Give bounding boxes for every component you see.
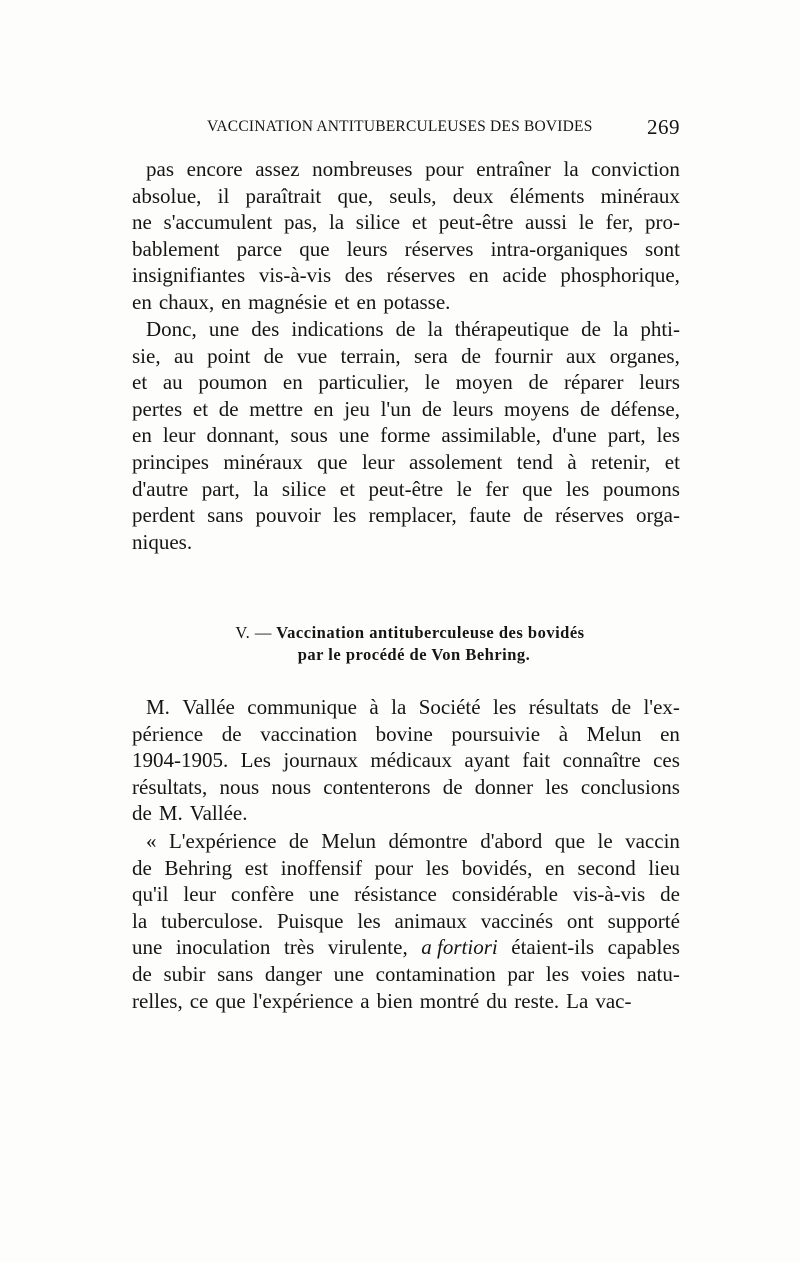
word: conclusions bbox=[580, 774, 680, 799]
word: médicaux bbox=[370, 748, 452, 773]
word: en bbox=[468, 263, 489, 288]
word: acide bbox=[502, 263, 547, 288]
word: 1904-1905. bbox=[132, 748, 229, 773]
text-line bbox=[132, 961, 680, 988]
word: pro- bbox=[645, 210, 680, 235]
text-line bbox=[132, 236, 680, 263]
word: et bbox=[192, 396, 209, 421]
word: qu'il bbox=[132, 882, 169, 907]
word: les bbox=[425, 855, 450, 880]
word: que bbox=[299, 236, 330, 261]
word: nous bbox=[271, 774, 312, 799]
word: magnésie bbox=[248, 289, 328, 314]
word: assimilable, bbox=[441, 423, 542, 448]
word: bovidés, bbox=[461, 855, 533, 880]
word: et bbox=[664, 449, 680, 474]
word: point bbox=[207, 343, 251, 368]
word: poumon bbox=[198, 370, 268, 395]
section-title-line-2: par le procédé de Von Behring. bbox=[297, 644, 531, 664]
word: assolement bbox=[409, 449, 503, 474]
word: fer, bbox=[605, 210, 634, 235]
word: s'accumulent bbox=[163, 210, 273, 235]
word: mettre bbox=[249, 396, 303, 421]
word: bablement bbox=[132, 236, 220, 261]
word: d'une bbox=[552, 423, 597, 448]
word: fer bbox=[485, 476, 509, 501]
text-line bbox=[132, 369, 680, 396]
text-line bbox=[132, 747, 680, 774]
word: Melun bbox=[586, 721, 642, 746]
word: virulente, bbox=[327, 935, 408, 960]
text-line bbox=[132, 828, 680, 855]
paragraph-vallee-communication bbox=[132, 694, 680, 827]
word: bien bbox=[376, 988, 413, 1013]
word: sont bbox=[644, 236, 680, 261]
word: vac- bbox=[595, 988, 632, 1013]
paragraph-vallee-conclusions bbox=[132, 828, 680, 1014]
word: vaccination bbox=[260, 721, 357, 746]
word: paraîtrait bbox=[245, 183, 322, 208]
text-line bbox=[132, 449, 680, 476]
word: à bbox=[369, 695, 379, 719]
word: par bbox=[507, 961, 535, 986]
word: Vallée. bbox=[189, 801, 248, 826]
word: en bbox=[132, 289, 152, 314]
word: la bbox=[427, 317, 443, 341]
word: l'ex- bbox=[643, 695, 680, 719]
word: Puisque bbox=[276, 908, 344, 933]
word: inoffensif bbox=[280, 855, 362, 880]
word: vaccinés bbox=[480, 908, 554, 933]
section-numeral: V. — bbox=[235, 623, 272, 642]
word: fait bbox=[522, 748, 551, 773]
word: donner bbox=[474, 774, 534, 799]
word: peut-être bbox=[438, 210, 514, 235]
word: sous bbox=[290, 423, 328, 448]
word: la bbox=[132, 908, 148, 933]
word: et bbox=[339, 476, 355, 501]
word: réparer bbox=[564, 370, 624, 395]
running-title: VACCINATION ANTITUBERCULEUSES DES BOVIDES bbox=[207, 118, 593, 135]
word: sera bbox=[413, 343, 448, 368]
text-line bbox=[132, 183, 680, 210]
word: de bbox=[421, 396, 442, 421]
text-line bbox=[132, 156, 680, 183]
word: les bbox=[493, 695, 517, 719]
word: le bbox=[456, 476, 472, 501]
word: de bbox=[221, 721, 242, 746]
word: la bbox=[253, 476, 269, 501]
word: des bbox=[251, 317, 280, 341]
word: de bbox=[461, 343, 481, 368]
word: les bbox=[656, 423, 680, 448]
word: donnant, bbox=[206, 423, 280, 448]
word: Melun bbox=[321, 829, 377, 853]
word: leur bbox=[162, 423, 196, 448]
word: de bbox=[580, 396, 600, 421]
word: et bbox=[132, 370, 148, 395]
text-line bbox=[132, 881, 680, 908]
word: moyen bbox=[455, 370, 513, 395]
word: de bbox=[611, 695, 632, 719]
word: sie, bbox=[132, 343, 161, 368]
word: moyens bbox=[504, 396, 570, 421]
word: en bbox=[221, 289, 242, 314]
running-header bbox=[132, 115, 680, 142]
word: nombreuses bbox=[312, 157, 413, 181]
word: forme bbox=[380, 423, 431, 448]
word: vue bbox=[296, 343, 328, 368]
word: minéraux bbox=[223, 449, 303, 474]
word: pertes bbox=[132, 396, 183, 421]
word: peut-être bbox=[368, 476, 444, 501]
word: sans bbox=[217, 961, 254, 986]
text-line bbox=[132, 476, 680, 503]
word: thérapeutique bbox=[454, 317, 570, 341]
text-line bbox=[132, 721, 680, 748]
word: réserves bbox=[404, 236, 474, 261]
word: une bbox=[338, 423, 370, 448]
word: voies bbox=[580, 961, 626, 986]
text-line bbox=[132, 694, 680, 721]
word: les bbox=[545, 774, 569, 799]
word: particulier, bbox=[318, 370, 410, 395]
word: leurs bbox=[452, 396, 494, 421]
word: vaccin bbox=[625, 829, 680, 853]
text-line bbox=[132, 343, 680, 370]
word: une bbox=[132, 935, 163, 960]
word: jeu bbox=[344, 396, 370, 421]
text-line bbox=[132, 316, 680, 343]
word: de bbox=[132, 961, 152, 986]
text-line bbox=[132, 908, 680, 935]
word: les bbox=[332, 503, 357, 528]
word: la bbox=[613, 317, 629, 341]
word: phti- bbox=[640, 317, 680, 341]
word: les bbox=[357, 908, 381, 933]
word: les bbox=[545, 961, 570, 986]
paragraph-lines bbox=[132, 828, 680, 1014]
word: que bbox=[215, 988, 246, 1013]
word: une bbox=[208, 317, 240, 341]
word: au bbox=[173, 343, 194, 368]
word: ont bbox=[566, 908, 594, 933]
word: encore bbox=[186, 157, 243, 181]
word: second bbox=[577, 855, 636, 880]
word: danger bbox=[264, 961, 323, 986]
word: aux bbox=[565, 343, 597, 368]
word: orga- bbox=[636, 503, 680, 528]
word: périence bbox=[132, 721, 204, 746]
word: de bbox=[523, 503, 543, 528]
word: d'abord bbox=[480, 829, 543, 853]
word: niques. bbox=[132, 529, 193, 554]
word: connaître bbox=[562, 748, 641, 773]
word: à bbox=[567, 449, 577, 474]
word: l'expérience bbox=[252, 988, 354, 1013]
word: Donc, bbox=[146, 317, 197, 341]
word: reste. bbox=[514, 988, 560, 1013]
word: M. bbox=[146, 695, 170, 719]
word: fournir bbox=[494, 343, 553, 368]
word: le bbox=[424, 370, 440, 395]
word: résultats, bbox=[132, 774, 208, 799]
word: vis-à-vis bbox=[572, 882, 646, 907]
word: « bbox=[146, 829, 157, 853]
word: leur bbox=[183, 882, 217, 907]
word: que bbox=[317, 449, 348, 474]
word: part, bbox=[201, 476, 240, 501]
word: une bbox=[333, 961, 364, 986]
word: une bbox=[308, 882, 340, 907]
word: que bbox=[554, 829, 586, 853]
word: a fortiori bbox=[421, 935, 498, 960]
word: ces bbox=[653, 748, 680, 773]
word: ayant bbox=[464, 748, 510, 773]
word: en bbox=[282, 370, 303, 395]
word: les bbox=[566, 476, 590, 501]
text-line bbox=[132, 262, 680, 289]
word: est bbox=[244, 855, 269, 880]
word: défense, bbox=[610, 396, 680, 421]
word: lieu bbox=[648, 855, 680, 880]
word: parce bbox=[236, 236, 283, 261]
word: journaux bbox=[283, 748, 358, 773]
word: de bbox=[132, 855, 152, 880]
word: de bbox=[660, 882, 680, 907]
word: à bbox=[558, 721, 569, 746]
word: animaux bbox=[394, 908, 467, 933]
paragraph-lines bbox=[132, 316, 680, 555]
word: sans bbox=[207, 503, 244, 528]
word: L'expérience bbox=[168, 829, 277, 853]
word: d'autre bbox=[132, 476, 189, 501]
text-line bbox=[132, 800, 680, 827]
word: pour bbox=[374, 855, 414, 880]
word: en bbox=[544, 855, 565, 880]
word: Behring bbox=[164, 855, 233, 880]
word: considérable bbox=[451, 882, 558, 907]
text-line bbox=[132, 774, 680, 801]
word: tend bbox=[516, 449, 553, 474]
word: étaient-ils bbox=[511, 935, 595, 960]
text-line bbox=[132, 289, 680, 316]
word: phosphorique, bbox=[560, 263, 680, 288]
word: leur bbox=[361, 449, 395, 474]
word: ne bbox=[132, 210, 152, 235]
word: chaux, bbox=[158, 289, 215, 314]
word: de bbox=[528, 370, 549, 395]
word: que bbox=[522, 476, 553, 501]
section-title-line-1: Vaccination antituberculeuse des bovidés bbox=[276, 623, 585, 642]
word: de bbox=[442, 774, 463, 799]
word: la bbox=[563, 157, 579, 181]
paragraph-lines bbox=[132, 156, 680, 316]
word: capables bbox=[607, 935, 680, 960]
word: M. bbox=[158, 801, 183, 826]
word: relles, bbox=[132, 988, 183, 1013]
word: Vallée bbox=[182, 695, 235, 719]
word: assez bbox=[255, 157, 300, 181]
word: contamination bbox=[375, 961, 496, 986]
word: faute bbox=[468, 503, 511, 528]
word: éléments bbox=[509, 183, 585, 208]
word: pas, bbox=[283, 210, 318, 235]
word: nous bbox=[219, 774, 260, 799]
word: le bbox=[597, 829, 613, 853]
text-line bbox=[132, 396, 680, 423]
word: vis-à-vis bbox=[258, 263, 332, 288]
text-line bbox=[132, 209, 680, 236]
word: entraîner bbox=[476, 157, 551, 181]
word: poursuivie bbox=[451, 721, 541, 746]
text-line bbox=[132, 855, 680, 882]
word: natu- bbox=[636, 961, 680, 986]
word: silice bbox=[355, 210, 401, 235]
word: en bbox=[356, 289, 377, 314]
text-line bbox=[132, 934, 680, 961]
word: conviction bbox=[591, 157, 680, 181]
word: bovine bbox=[375, 721, 433, 746]
section-heading-line-1 bbox=[132, 622, 680, 644]
word: du bbox=[486, 988, 508, 1013]
word: de bbox=[581, 317, 601, 341]
word: subir bbox=[163, 961, 206, 986]
text-line bbox=[132, 422, 680, 449]
word: résistance bbox=[354, 882, 437, 907]
word: confère bbox=[230, 882, 294, 907]
word: de bbox=[218, 396, 239, 421]
word: en bbox=[660, 721, 680, 746]
word: intra-organiques bbox=[490, 236, 628, 261]
word: réserves bbox=[555, 503, 624, 528]
word: contenterons bbox=[323, 774, 431, 799]
word: aussi bbox=[525, 210, 568, 235]
word: seuls, bbox=[389, 183, 437, 208]
word: la bbox=[391, 695, 407, 719]
word: insignifiantes bbox=[132, 263, 246, 288]
word: ce bbox=[189, 988, 209, 1013]
word: supporté bbox=[607, 908, 680, 933]
word: il bbox=[217, 183, 230, 208]
word: principes bbox=[132, 449, 209, 474]
word: Les bbox=[240, 748, 271, 773]
word: communique bbox=[247, 695, 357, 719]
word: pas bbox=[146, 157, 174, 181]
word: résultats bbox=[528, 695, 599, 719]
word: pouvoir bbox=[255, 503, 321, 528]
word: remplacer, bbox=[368, 503, 457, 528]
word: réserves bbox=[386, 263, 456, 288]
word: minéraux bbox=[600, 183, 680, 208]
word: leurs bbox=[639, 370, 680, 395]
text-line bbox=[132, 529, 680, 556]
word: La bbox=[566, 988, 589, 1013]
word: leurs bbox=[346, 236, 388, 261]
paragraph-lines bbox=[132, 694, 680, 827]
word: démontre bbox=[388, 829, 468, 853]
word: potasse. bbox=[383, 289, 451, 314]
word: et bbox=[411, 210, 427, 235]
word: de bbox=[263, 343, 284, 368]
word: absolue, bbox=[132, 183, 202, 208]
word: montré bbox=[419, 988, 480, 1013]
text-line bbox=[132, 502, 680, 529]
word: poumons bbox=[602, 476, 680, 501]
word: inoculation bbox=[175, 935, 271, 960]
word: de bbox=[132, 801, 152, 826]
word: a bbox=[360, 988, 370, 1013]
word: la bbox=[328, 210, 345, 235]
word: organes, bbox=[609, 343, 680, 368]
word: très bbox=[283, 935, 315, 960]
word: pour bbox=[425, 157, 464, 181]
section-heading bbox=[132, 622, 680, 665]
word: le bbox=[578, 210, 594, 235]
paragraph-phosphates bbox=[132, 156, 680, 316]
word: l'un bbox=[380, 396, 412, 421]
word: indications bbox=[291, 317, 384, 341]
word: des bbox=[344, 263, 373, 288]
text-line bbox=[132, 988, 680, 1015]
page-number: 269 bbox=[647, 115, 680, 139]
word: Société bbox=[418, 695, 481, 719]
word: en bbox=[132, 423, 152, 448]
word: en bbox=[313, 396, 334, 421]
word: terrain, bbox=[340, 343, 401, 368]
word: part, bbox=[607, 423, 646, 448]
word: perdent bbox=[132, 503, 195, 528]
paragraph-therapeutics bbox=[132, 316, 680, 555]
word: au bbox=[162, 370, 183, 395]
word: que, bbox=[337, 183, 374, 208]
word: retenir, bbox=[591, 449, 651, 474]
word: deux bbox=[452, 183, 494, 208]
word: et bbox=[334, 289, 350, 314]
word: de bbox=[288, 829, 309, 853]
word: tuberculose. bbox=[161, 908, 264, 933]
word: silice bbox=[281, 476, 327, 501]
word: de bbox=[395, 317, 416, 341]
